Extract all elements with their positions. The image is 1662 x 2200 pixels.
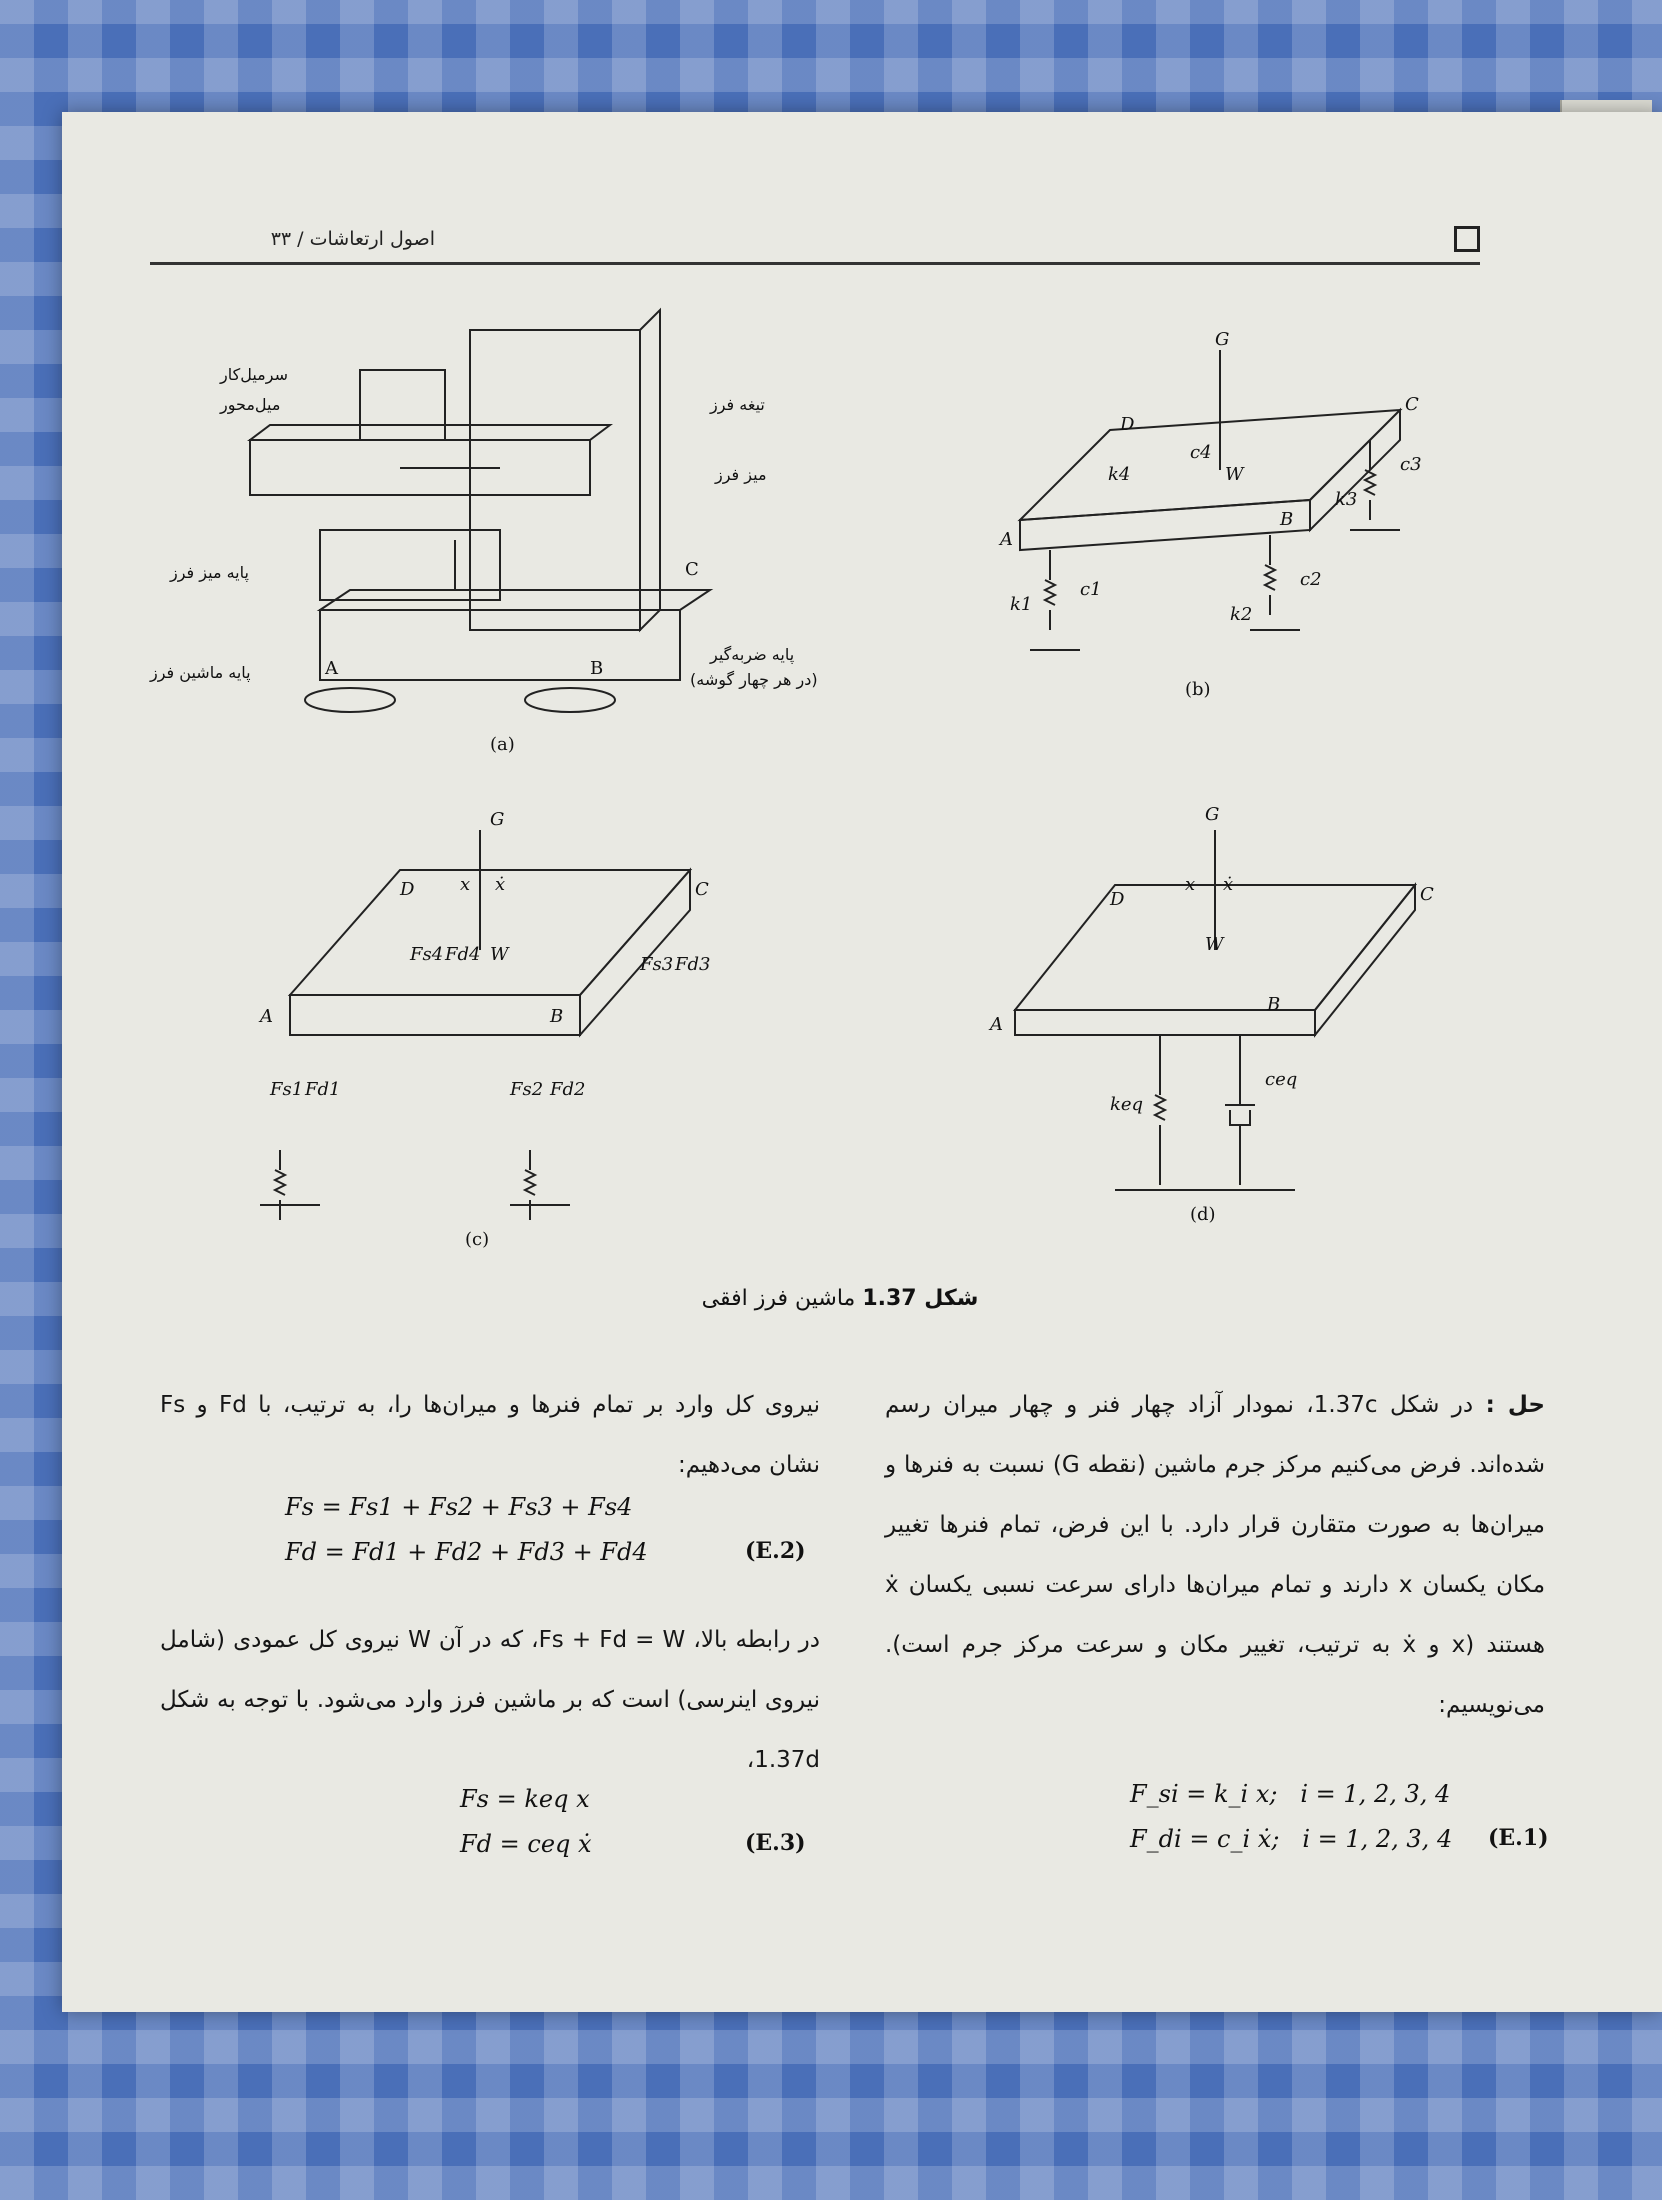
point-b-label: B [590,658,604,679]
point-g-label-d: G [1205,804,1220,825]
cutter-label: تیغه فرز [710,395,765,414]
force-fs3-label: Fs3 [640,954,674,975]
point-a-label-c: A [260,1006,273,1027]
panel-a-caption: (a) [490,734,515,755]
panel-c-caption: (c) [465,1229,490,1250]
machine-base-label: پایه ماشین فرز [150,663,251,682]
damper-c4-label: c4 [1190,442,1212,463]
left-text-block-2 [160,1610,820,1790]
point-a-label-d: A [990,1014,1003,1035]
point-b-label-b: B [1280,509,1294,530]
equation-e2-line1: Fs = Fs1 + Fs2 + Fs3 + Fs4 [285,1493,633,1521]
figure-panel-d [985,800,1455,1240]
equation-e3-line1: Fs = keq x [460,1785,590,1813]
figure-panel-c [250,800,720,1260]
spindle-label: سرمیل‌کار [220,365,288,384]
equation-number-e2: (E.2) [745,1538,806,1564]
running-title: اصول ارتعاشات / ۳۳ [270,228,435,250]
section-square-icon [1454,226,1480,252]
damper-mount-note: (در هر چهار گوشه) [690,670,818,689]
point-d-label-b: D [1120,414,1135,435]
figure-panel-a [150,300,818,770]
equation-e2-line2: Fd = Fd1 + Fd2 + Fd3 + Fd4 [285,1538,648,1566]
left-text-block-1 [160,1375,820,1495]
point-c-label-d: C [1420,884,1434,905]
point-d-label-d: D [1110,889,1125,910]
panel-b-caption: (b) [1185,679,1211,700]
solution-label: حل : [1485,1392,1545,1418]
disp-x-label-c: x [460,874,471,895]
spring-k2-label: k2 [1230,604,1253,625]
equation-e3-line2: Fd = ceq ẋ [460,1830,592,1858]
damper-c2-label: c2 [1300,569,1322,590]
page-header [150,222,1480,265]
force-fs1-label: Fs1 [270,1079,304,1100]
point-b-label-d: B [1267,994,1281,1015]
damper-ceq-label: ceq [1265,1069,1298,1090]
equation-number-e1: (E.1) [1488,1825,1549,1851]
point-a-label-b: A [1000,529,1013,550]
point-g-label-c: G [490,809,505,830]
force-fs2-label: Fs2 [510,1079,544,1100]
force-fd2-label: Fd2 [550,1079,586,1100]
equation-e1-line2: F_di = c_i ẋ; i = 1, 2, 3, 4 [1130,1825,1453,1853]
solution-column [885,1375,1545,1735]
axis-label: میل‌محور [220,395,281,414]
weight-label-d: W [1205,934,1224,955]
point-a-label: A [325,658,338,679]
point-d-label-c: D [400,879,415,900]
damper-c3-label: c3 [1400,454,1422,475]
spring-k1-label: k1 [1010,594,1033,615]
equation-number-e3: (E.3) [745,1830,806,1856]
equation-e1-line1: F_si = k_i x; i = 1, 2, 3, 4 [1130,1780,1451,1808]
disp-x-label-d: x [1185,874,1196,895]
spring-k4-label: k4 [1108,464,1131,485]
table-base-label: پایه میز فرز [170,563,249,582]
damper-mount-label: پایه ضربه‌گیر [710,645,795,664]
point-c-label-c: C [695,879,709,900]
panel-d-caption: (d) [1190,1204,1216,1225]
force-fd4-label: Fd4 [445,944,481,965]
force-fd1-label: Fd1 [305,1079,341,1100]
figure-title: ماشین فرز افقی [701,1286,856,1311]
left-paragraph-2: در رابطه بالا، Fs + Fd = W، که در آن W نیروی کل عمودی (شامل نیروی اینرسی) است که بر ماشین فرز وارد می‌شود. با توجه به شکل 1.37d، [160,1627,820,1773]
point-b-label-c: B [550,1006,564,1027]
spring-k3-label: k3 [1335,489,1358,510]
damper-c1-label: c1 [1080,579,1102,600]
figure-caption [650,1286,1030,1311]
figure-panel-b [990,330,1440,710]
solution-text: در شکل 1.37c، نمودار آزاد چهار فنر و چهار میران رسم شده‌اند. فرض می‌کنیم مرکز جرم ماشین (نقطه G) نسبت به فنرها و میران‌ها به صورت متقارن قرار دارد. با این فرض، تمام فنرها تغییر مکان یکسان x دارند و تمام میران‌ها دارای سرعت نسبی یکسان ẋ هستند (x و ẋ به ترتیب، تغییر مکان و سرعت مرکز جرم است). می‌نویسیم: [885,1392,1546,1718]
vel-xdot-label-c: ẋ [495,874,506,895]
weight-label-c: W [490,944,509,965]
left-paragraph-1: نیروی کل وارد بر تمام فنرها و میران‌ها را، به ترتیب، با Fd و Fs نشان می‌دهیم: [160,1392,820,1478]
weight-label-b: W [1225,464,1244,485]
table-label: میز فرز [715,465,767,484]
point-c-label: C [685,559,699,580]
point-c-label-b: C [1405,394,1419,415]
spring-keq-label: keq [1110,1094,1144,1115]
point-g-label-b: G [1215,329,1230,350]
force-fd3-label: Fd3 [675,954,711,975]
vel-xdot-label-d: ẋ [1223,874,1234,895]
figure-number: شکل 1.37 [862,1286,979,1311]
force-fs4-label: Fs4 [410,944,444,965]
